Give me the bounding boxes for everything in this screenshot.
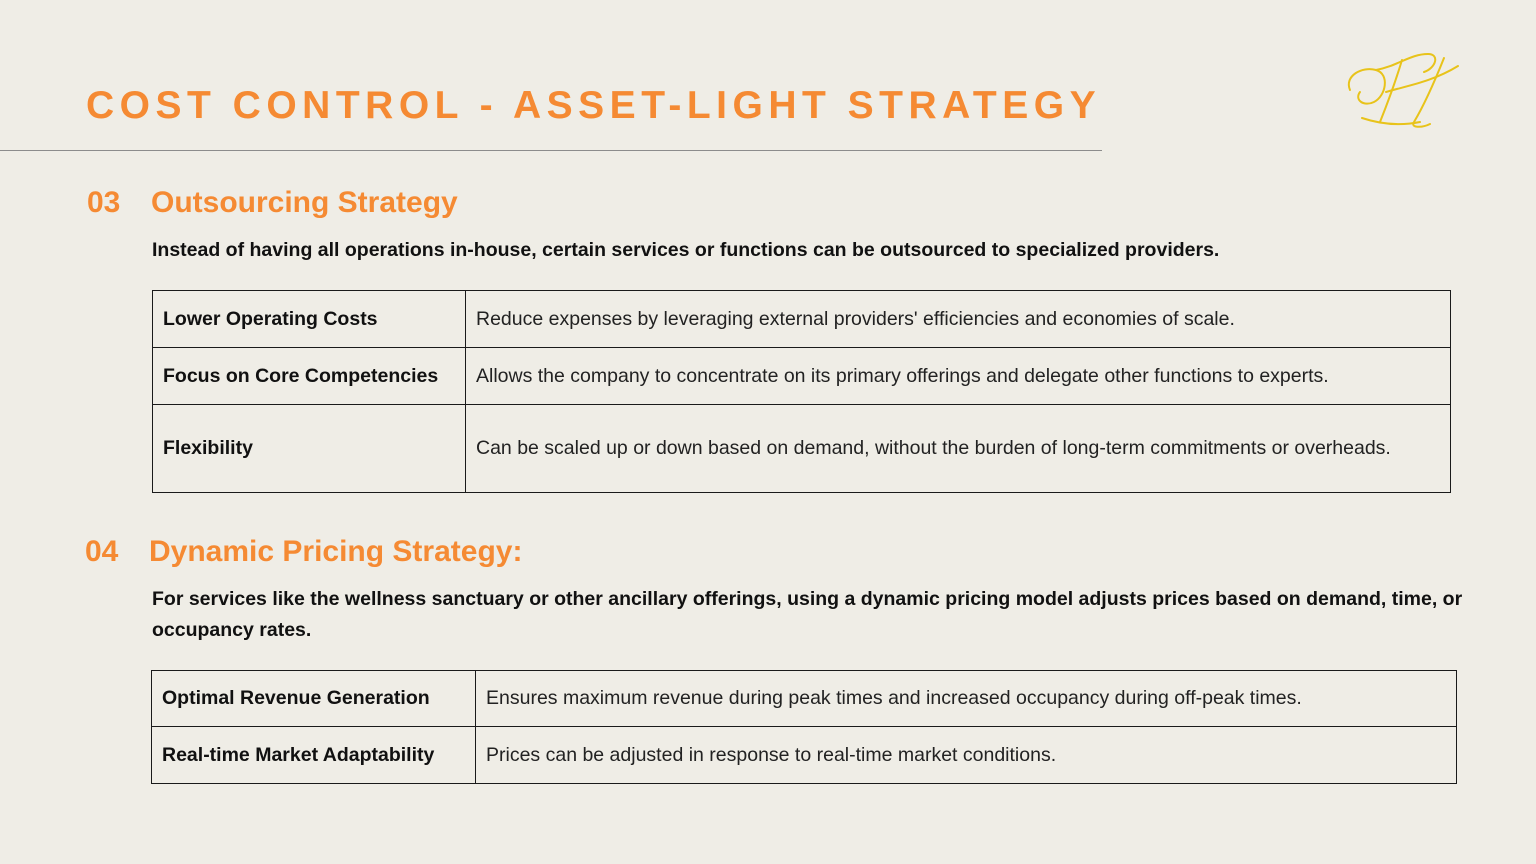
row-label: Optimal Revenue Generation: [152, 671, 476, 727]
section-number: 03: [87, 186, 121, 219]
monogram-logo-icon: [1340, 46, 1464, 130]
table-row: [153, 348, 1451, 405]
row-value: Reduce expenses by leveraging external providers' efficiencies and economies of scale.: [466, 291, 1451, 348]
title-divider: [0, 150, 1102, 151]
section-title: Dynamic Pricing Strategy:: [149, 535, 523, 568]
table-row: [153, 405, 1451, 493]
section-description: For services like the wellness sanctuary or other ancillary offerings, using a dynamic pricing model adjusts prices based on demand, time, or occupancy rates.: [152, 588, 1463, 641]
table-row: [152, 671, 1457, 727]
outsourcing-table: [152, 290, 1451, 493]
row-label: Real-time Market Adaptability: [152, 727, 476, 784]
row-label: Lower Operating Costs: [153, 291, 466, 348]
page-title: COST CONTROL - ASSET-LIGHT STRATEGY: [86, 84, 1102, 127]
section-number: 04: [85, 535, 119, 568]
section-description: Instead of having all operations in-house, certain services or functions can be outsourced to specialized providers.: [152, 239, 1220, 261]
row-value: Ensures maximum revenue during peak times and increased occupancy during off-peak times.: [476, 671, 1457, 727]
table-row: [152, 727, 1457, 784]
row-label: Flexibility: [153, 405, 466, 493]
row-value: Can be scaled up or down based on demand, without the burden of long-term commitments or overheads.: [466, 405, 1451, 493]
row-value: Allows the company to concentrate on its primary offerings and delegate other functions to experts.: [466, 348, 1451, 405]
section-title: Outsourcing Strategy: [151, 186, 458, 219]
row-value: Prices can be adjusted in response to real-time market conditions.: [476, 727, 1457, 784]
table-row: [153, 291, 1451, 348]
dynamic-pricing-table: [151, 670, 1457, 784]
row-label: Focus on Core Competencies: [153, 348, 466, 405]
